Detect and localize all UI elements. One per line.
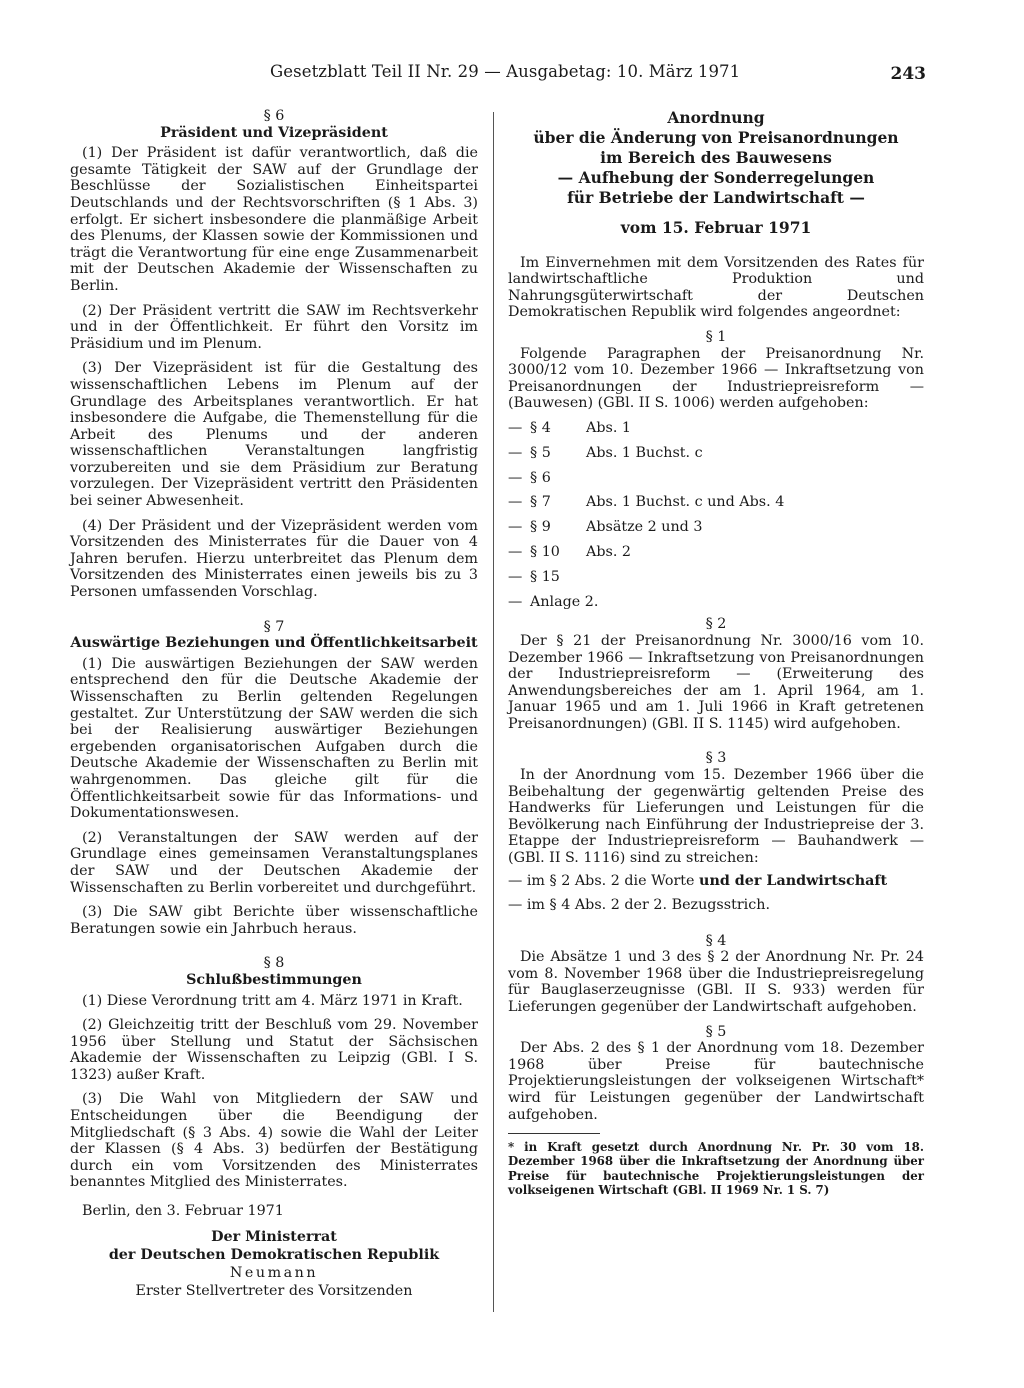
list-paragraph-ref: Anlage 2. <box>530 593 599 610</box>
repealed-paragraphs-list <box>508 416 924 614</box>
ordinance-date: vom 15. Februar 1971 <box>620 218 812 237</box>
list-paragraph-detail: Abs. 2 <box>586 543 631 560</box>
footnote-rule <box>508 1133 600 1134</box>
repealed-paragraph-item <box>508 540 924 565</box>
ordinance-section-2-number: § 2 <box>705 616 727 633</box>
running-header: Gesetzblatt Teil II Nr. 29 — Ausgabetag: 10. März 1971 <box>270 62 741 81</box>
list-paragraph-detail: Abs. 1 Buchst. c und Abs. 4 <box>586 494 785 511</box>
ordinance-title-line-4: — Aufhebung der Sonderregelungen <box>557 168 875 187</box>
section-8-title: Schlußbestimmungen <box>186 971 362 988</box>
repealed-paragraph-item <box>508 590 924 615</box>
section-7-paragraph-1: (1) Die auswärtigen Beziehungen der SAW werden entsprechend den für die Deutsche Akademie der Wissenschaften zu Berlin geltenden Regelungen gestaltet. Zur Unterstützung der SAW werden die sich bei der Realisierung auswärtiger Beziehungen ergebenden organisatorischen Aufgaben durch die Deutsche Akademie der Wissenschaften zu Berlin mit wahrgenommen. Das gleiche gilt für die Öffentlichkeitsarbeit sowie für das Informations- und Dokumentationswesen. <box>70 655 478 822</box>
section-6-title: Präsident und Vizepräsident <box>160 124 388 141</box>
section-7-paragraph-3: (3) Die SAW gibt Berichte über wissenschaftliche Beratungen sowie ein Jahrbuch heraus. <box>70 904 478 937</box>
list-paragraph-detail <box>586 565 924 590</box>
section-6-paragraph-4: (4) Der Präsident und der Vizepräsident werden vom Vorsitzenden des Ministerrates für die Dauer von 4 Jahren berufen. Hierzu unterbreitet das Plenum dem Vorsitzenden des Ministerrates einen jeweils bis zu 3 Personen umfassenden Vorschlag. <box>70 517 478 601</box>
list-dash: — <box>508 568 523 585</box>
list-dash: — <box>508 419 523 436</box>
list-dash: — <box>508 543 523 560</box>
section-3-item-1-prefix: — im § 2 Abs. 2 die Worte <box>508 872 700 889</box>
signatory-role: Erster Stellvertreter des Vorsitzenden <box>135 1282 413 1299</box>
section-7-title: Auswärtige Beziehungen und Öffentlichkeitsarbeit <box>70 635 478 652</box>
list-paragraph-ref: § 6 <box>530 469 551 486</box>
section-6-paragraph-2: (2) Der Präsident vertritt die SAW im Rechtsverkehr und in der Öffentlichkeit. Er führt den Vorsitz im Präsidium und im Plenum. <box>70 302 478 352</box>
section-8-number: § 8 <box>263 955 285 972</box>
signature-organisation-line-1: Der Ministerrat <box>211 1228 337 1245</box>
repealed-paragraph-item <box>508 416 924 441</box>
repealed-paragraph-item <box>508 515 924 540</box>
column-divider <box>493 112 494 1312</box>
list-paragraph-ref: § 4 <box>530 419 551 436</box>
ordinance-section-4-number: § 4 <box>705 932 727 949</box>
ordinance-section-1-number: § 1 <box>705 328 727 345</box>
signature-block <box>70 1228 478 1300</box>
list-paragraph-detail <box>586 466 924 491</box>
list-paragraph-detail <box>598 590 924 615</box>
list-dash: — <box>508 444 523 461</box>
section-6-paragraph-1: (1) Der Präsident ist dafür verantwortlich, daß die gesamte Tätigkeit der SAW auf der Grundlage der Beschlüsse der Sozialistischen Einheitspartei Deutschlands und der Rechtsvorschriften (§ 1 Abs. 3) erfolgt. Er sichert insbesondere die planmäßige Arbeit des Plenums, der Klassen sowie der Kommissionen und trägt die Verantwortung für eine enge Zusammenarbeit mit der Deutschen Akademie der Wissenschaften zu Berlin. <box>70 145 478 294</box>
section-8-paragraph-2: (2) Gleichzeitig tritt der Beschluß vom 29. November 1956 über Stellung und Statut der Sächsischen Akademie der Wissenschaften zu Leipzig (GBl. I S. 1323) außer Kraft. <box>70 1017 478 1083</box>
section-8-paragraph-3: (3) Die Wahl von Mitgliedern der SAW und Entscheidungen über die Beendigung der Mitgliedschaft (§ 3 Abs. 4) sowie die Wahl der Leiter der Klassen (§ 4 Abs. 3) bedürfen der Bestätigung durch ein vom Vorsitzenden des Ministerrates benanntes Mitglied des Ministerrates. <box>70 1091 478 1191</box>
section-7-number: § 7 <box>263 618 285 635</box>
repealed-paragraph-item <box>508 466 924 491</box>
signatory-name: Neumann <box>229 1264 319 1281</box>
ordinance-section-5-number: § 5 <box>705 1023 727 1040</box>
ordinance-title <box>508 108 924 208</box>
ordinance-title-line-3: im Bereich des Bauwesens <box>600 148 832 167</box>
footnote: * in Kraft gesetzt durch Anordnung Nr. Pr. 30 vom 18. Dezember 1968 über die Inkraftsetzung der Anordnung über Preise für bautechnische Projektierungsleistungen der volkseigenen Wirtschaft (GBl. II 1969 Nr. 1 S. 7) <box>508 1140 924 1197</box>
signature-organisation-line-2: der Deutschen Demokratischen Republik <box>108 1246 440 1263</box>
list-paragraph-ref: § 10 <box>530 543 560 560</box>
list-paragraph-ref: § 15 <box>530 568 560 585</box>
right-column <box>508 108 924 1197</box>
list-paragraph-detail: Absätze 2 und 3 <box>586 519 703 536</box>
ordinance-section-2-text: Der § 21 der Preisanordnung Nr. 3000/16 vom 10. Dezember 1966 — Inkraftsetzung von Preisanordnungen der Industriepreisreform — (Erweiterung des Anwendungsbereiches der am 1. April 1964, am 1. Januar 1965 und am 1. Juli 1966 in Kraft getretenen Preisanordnungen) (GBl. II S. 1145) wird aufgehoben. <box>508 632 924 732</box>
ordinance-title-line-1: Anordnung <box>667 108 765 127</box>
ordinance-section-3-text: In der Anordnung vom 15. Dezember 1966 über die Beibehaltung der gegenwärtig geltenden Preise des Handwerks für Lieferungen und Leistungen für die Bevölkerung nach Einführung der Industriepreise der 3. Etappe der Industriepreisreform — Bauhandwerk — (GBl. II S. 1116) sind zu streichen: <box>508 767 924 867</box>
section-8-paragraph-1: (1) Diese Verordnung tritt am 4. März 1971 in Kraft. <box>82 992 463 1009</box>
list-paragraph-detail: Abs. 1 Buchst. c <box>586 444 703 461</box>
list-dash: — <box>508 593 523 610</box>
place-and-date: Berlin, den 3. Februar 1971 <box>82 1203 284 1220</box>
ordinance-intro: Im Einvernehmen mit dem Vorsitzenden des Rates für landwirtschaftliche Produktion und Nahrungsgüterwirtschaft der Deutschen Demokratischen Republik wird folgendes angeordnet: <box>508 254 924 321</box>
list-dash: — <box>508 469 523 486</box>
section-3-item-2: — im § 4 Abs. 2 der 2. Bezugsstrich. <box>508 896 771 913</box>
section-6-number: § 6 <box>263 108 285 124</box>
section-3-item-1 <box>508 869 924 893</box>
section-7-paragraph-2: (2) Veranstaltungen der SAW werden auf der Grundlage eines gemeinsamen Veranstaltungsplanes der SAW und der Deutschen Akademie der Wissenschaften zu Berlin vorbereitet und durchgeführt. <box>70 829 478 896</box>
list-paragraph-detail: Abs. 1 <box>586 419 631 436</box>
ordinance-section-5-text: Der Abs. 2 des § 1 der Anordnung vom 18. Dezember 1968 über Preise für bautechnische Projektierungsleistungen der volkseigenen Wirtschaft* wird für Leistungen gegenüber der Landwirtschaft aufgehoben. <box>508 1040 924 1123</box>
list-paragraph-ref: § 7 <box>530 494 551 511</box>
ordinance-section-4-text: Die Absätze 1 und 3 des § 2 der Anordnung Nr. Pr. 24 vom 8. November 1968 über die Industriepreisregelung für Bauglaserzeugnisse (GBl. II S. 933) werden für Lieferungen gegenüber der Landwirtschaft aufgehoben. <box>508 949 924 1015</box>
section-3-item-1-bold: und der Landwirtschaft <box>699 872 888 889</box>
list-dash: — <box>508 519 523 536</box>
list-paragraph-ref: § 5 <box>530 444 551 461</box>
repealed-paragraph-item <box>508 441 924 466</box>
ordinance-title-line-5: für Betriebe der Landwirtschaft — <box>567 188 865 207</box>
ordinance-section-1-text: Folgende Paragraphen der Preisanordnung Nr. 3000/12 vom 10. Dezember 1966 — Inkraftsetzung von Preisanordnungen der Industriepreisreform — (Bauwesen) (GBl. II S. 1006) werden aufgehoben: <box>508 345 924 412</box>
ordinance-section-3-number: § 3 <box>705 750 727 767</box>
list-paragraph-ref: § 9 <box>530 519 551 536</box>
repealed-paragraph-item <box>508 565 924 590</box>
ordinance-title-line-2: über die Änderung von Preisanordnungen <box>533 128 899 147</box>
page-header <box>270 62 926 86</box>
list-dash: — <box>508 494 523 511</box>
left-column <box>70 108 478 1300</box>
page-number: 243 <box>890 64 926 84</box>
repealed-paragraph-item <box>508 490 924 515</box>
section-6-paragraph-3: (3) Der Vizepräsident ist für die Gestaltung des wissenschaftlichen Lebens im Plenum auf der Grundlage des Arbeitsplanes verantwortlich. Er hat insbesondere die Aufgabe, die Themenstellung für die Arbeit des Plenums und der anderen wissenschaftlichen Veranstaltungen langfristig vorzubereiten und sie dem Präsidium zur Beratung vorzulegen. Der Vizepräsident vertritt den Präsidenten bei seiner Abwesenheit. <box>70 360 478 510</box>
